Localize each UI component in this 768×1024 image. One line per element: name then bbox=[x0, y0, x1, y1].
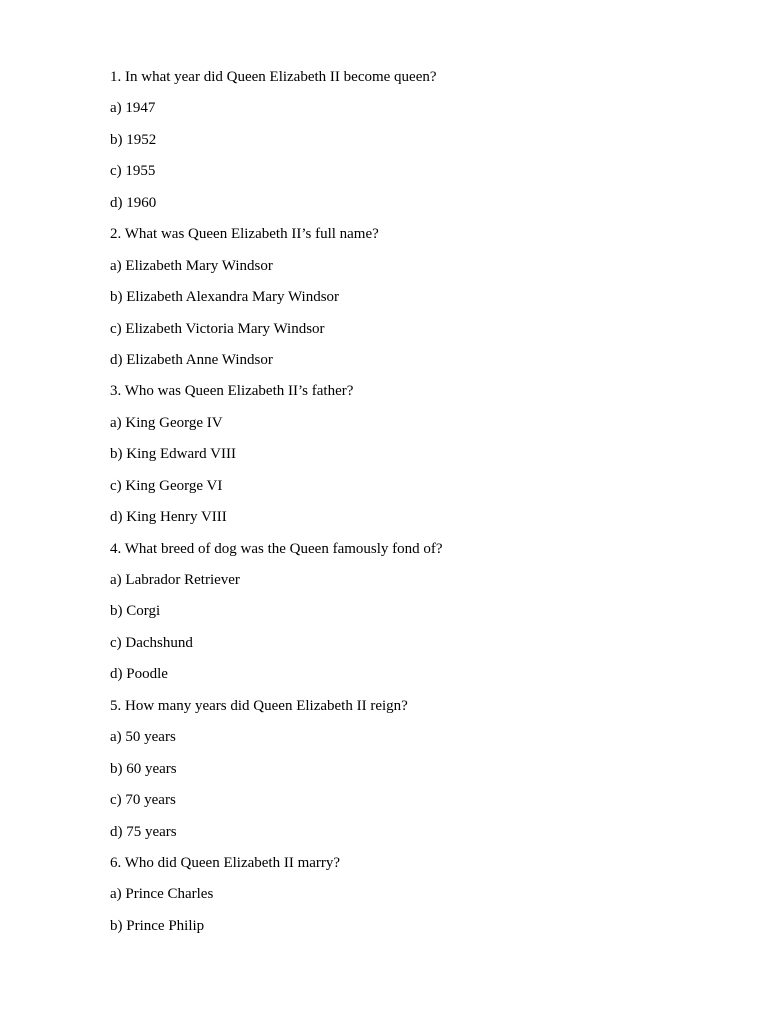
question-4-option-a: a) Labrador Retriever bbox=[110, 572, 240, 588]
question-5-option-a: a) 50 years bbox=[110, 729, 176, 746]
question-2-option-c: c) Elizabeth Victoria Mary Windsor bbox=[110, 320, 325, 337]
question-3-option-a: a) King George IV bbox=[110, 414, 223, 431]
question-5: 5. How many years did Queen Elizabeth II reign? bbox=[110, 697, 408, 714]
question-2-option-a: a) Elizabeth Mary Windsor bbox=[110, 257, 273, 274]
question-6-option-b: b) Prince Philip bbox=[110, 917, 205, 934]
question-1-option-d: d) 1960 bbox=[110, 194, 157, 211]
question-3: 3. Who was Queen Elizabeth II’s father? bbox=[110, 383, 354, 400]
question-1-option-a: a) 1947 bbox=[110, 100, 156, 117]
question-1-option-b: b) 1952 bbox=[110, 131, 157, 148]
question-6: 6. Who did Queen Elizabeth II marry? bbox=[110, 854, 341, 871]
question-6-option-a: a) Prince Charles bbox=[110, 886, 214, 903]
question-3-option-b: b) King Edward VIII bbox=[110, 446, 236, 463]
question-5-option-d: d) 75 years bbox=[110, 823, 177, 840]
question-5-option-c: c) 70 years bbox=[110, 792, 176, 809]
question-2-option-d: d) Elizabeth Anne Windsor bbox=[110, 351, 273, 368]
question-4: 4. What breed of dog was the Queen famously fond of? bbox=[110, 540, 443, 557]
question-2: 2. What was Queen Elizabeth II’s full name? bbox=[110, 226, 379, 243]
question-2-option-b: b) Elizabeth Alexandra Mary Windsor bbox=[110, 289, 340, 306]
question-4-option-c: c) Dachshund bbox=[110, 634, 193, 651]
question-3-option-c: c) King George VI bbox=[110, 477, 223, 494]
question-5-option-b: b) 60 years bbox=[110, 760, 177, 777]
question-1: 1. In what year did Queen Elizabeth II become queen? bbox=[110, 69, 437, 85]
quiz-body bbox=[110, 67, 710, 947]
question-1-option-c: c) 1955 bbox=[110, 163, 156, 180]
question-4-option-b: b) Corgi bbox=[110, 603, 161, 620]
question-4-option-d: d) Poodle bbox=[110, 666, 168, 683]
question-3-option-d: d) King Henry VIII bbox=[110, 509, 227, 526]
